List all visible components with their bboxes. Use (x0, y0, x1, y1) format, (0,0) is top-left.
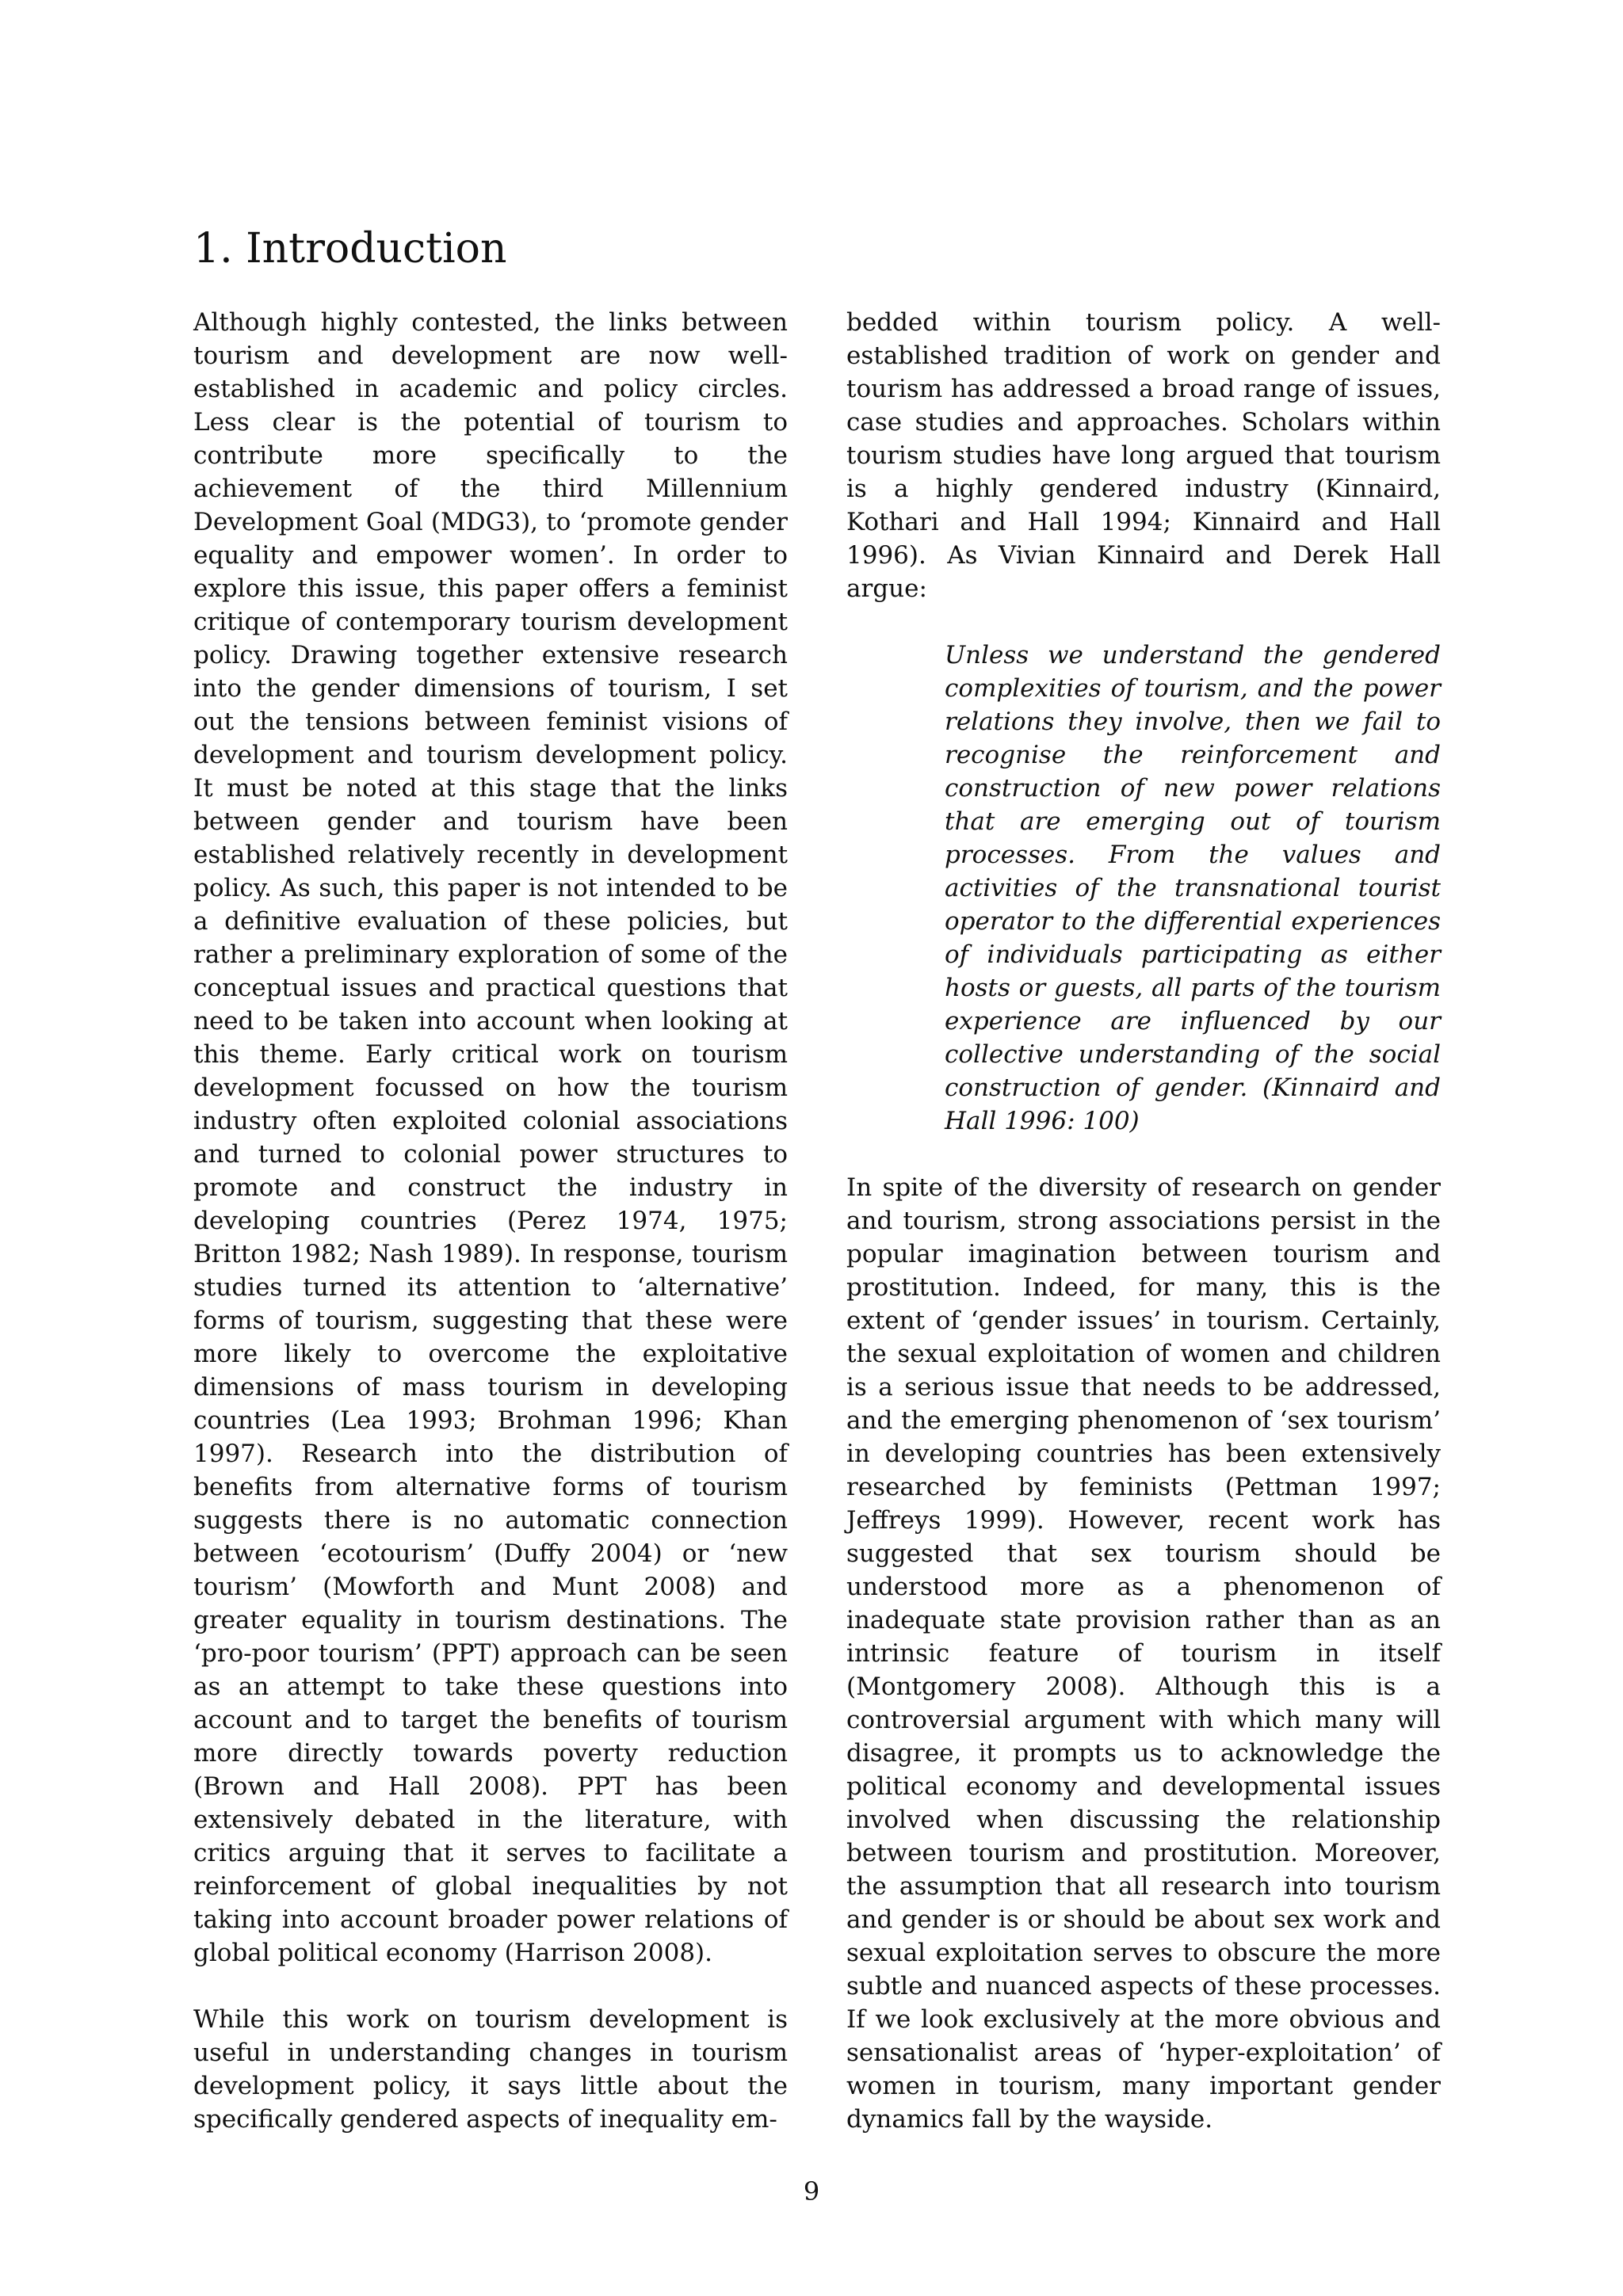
left-column (193, 306, 788, 2136)
body-paragraph: In spite of the diversity of research on gender and tourism, strong associations persist in the popular imagination between tourism and prostitution. Indeed, for many, this is the extent of ‘gender issues’ in tourism. Certainly, the sexual exploitation of women and children is a serious issue that needs to be addressed, and the emerging phenomenon of ‘sex tourism’ in developing countries has been extensively researched by feminists (Pettman 1997; Jeffreys 1999). However, recent work has suggested that sex tourism should be understood more as a phenomenon of inadequate state provision rather than as an intrinsic feature of tourism in itself (Montgomery 2008). Although this is a controversial argument with which many will disagree, it prompts us to acknowledge the political economy and developmental issues involved when discussing the relationship between tourism and prostitution. Moreover, the assumption that all research into tourism and gender is or should be about sex work and sexual exploitation serves to obscure the more subtle and nuanced aspects of these processes. If we look exclusively at the more obvious and sensationalist areas of ‘hyper-exploitation’ of women in tourism, many important gender dynamics fall by the wayside. (846, 1173, 1441, 2134)
body-paragraph: bedded within tourism policy. A well-established tradition of work on gender and tourism has addressed a broad range of issues, case studies and approaches. Scholars within tourism studies have long argued that tourism is a highly gendered industry (Kinnaird, Kothari and Hall 1994; Kinnaird and Hall 1996). As Vivian Kinnaird and Derek Hall argue: (846, 308, 1441, 603)
page-number: 9 (803, 2176, 820, 2206)
body-paragraph: While this work on tourism development is useful in understanding changes in tourism development policy, it says little about the specifically gendered aspects of inequality em- (193, 2005, 788, 2134)
body-paragraph: Although highly contested, the links between tourism and development are now well-established in academic and policy circles. Less clear is the potential of tourism to contribute more specifically to the achievement of the third Millennium Development Goal (MDG3), to ‘promote gender equality and empower women’. In order to explore this issue, this paper offers a feminist critique of contemporary tourism development policy. Drawing together extensive research into the gender dimensions of tourism, I set out the tensions between feminist visions of development and tourism development policy. It must be noted at this stage that the links between gender and tourism have been established relatively recently in development policy. As such, this paper is not intended to be a definitive evaluation of these policies, but rather a preliminary exploration of some of the conceptual issues and practical questions that need to be taken into account when looking at this theme. Early critical work on tourism development focussed on how the tourism industry often exploited colonial associations and turned to colonial power structures to promote and construct the industry in developing countries (Perez 1974, 1975; Britton 1982; Nash 1989). In response, tourism studies turned its attention to ‘alternative’ forms of tourism, suggesting that these were more likely to overcome the exploitative dimensions of mass tourism in developing countries (Lea 1993; Brohman 1996; Khan 1997). Research into the distribution of benefits from alternative forms of tourism suggests there is no automatic connection between ‘ecotourism’ (Duffy 2004) or ‘new tourism’ (Mowforth and Munt 2008) and greater equality in tourism destinations. The ‘pro-poor tourism’ (PPT) approach can be seen as an attempt to take these questions into account and to target the benefits of tourism more directly towards poverty reduction (Brown and Hall 2008). PPT has been extensively debated in the literature, with critics arguing that it serves to facilitate a reinforcement of global inequalities by not taking into account broader power relations of global political economy (Harrison 2008). (193, 308, 788, 1967)
section-heading: 1. Introduction (193, 225, 507, 273)
right-column (846, 306, 1441, 2136)
block-quote: Unless we understand the gendered complexities of tourism, and the power relations they involve, then we fail to recognise the reinforcement and construction of new power relations that are emerging out of tourism processes. From the values and activities of the transnational tourist operator to the differential experiences of individuals participating as either hosts or guests, all parts of the tourism experience are influenced by our collective understanding of the social construction of gender. (Kinnaird and Hall 1996: 100) (945, 641, 1441, 1135)
